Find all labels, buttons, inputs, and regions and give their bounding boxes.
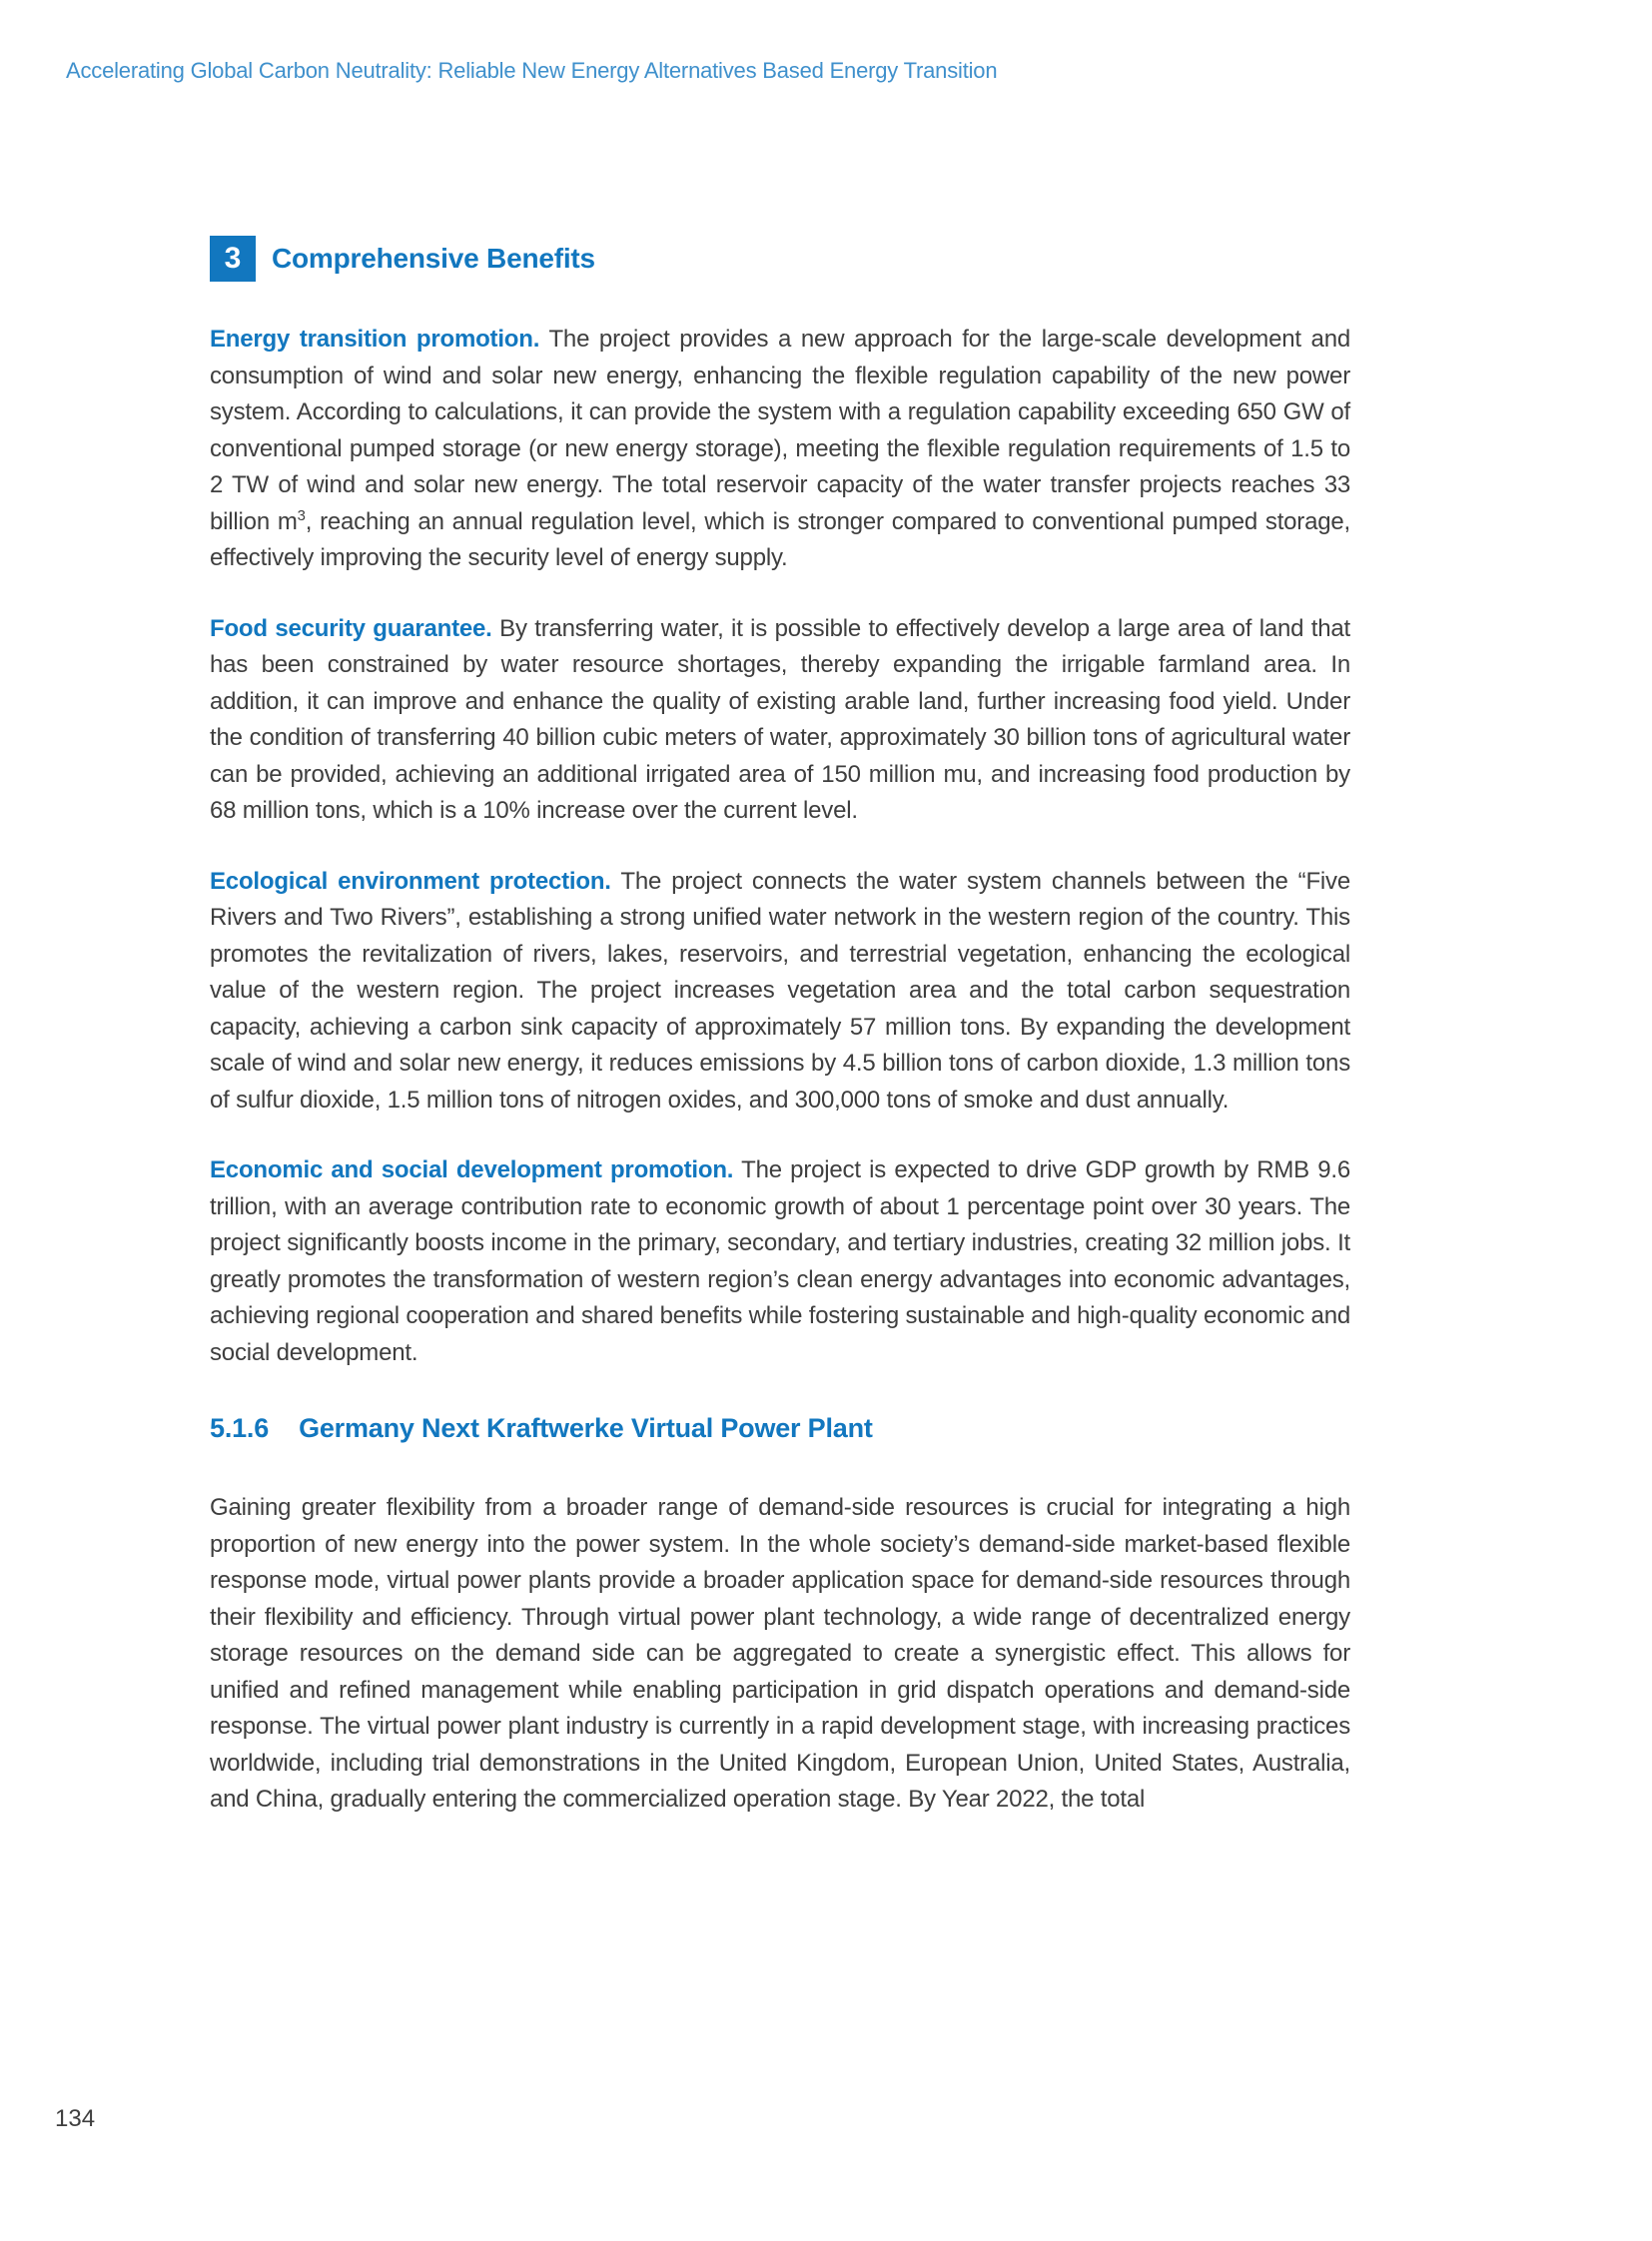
section-title: Comprehensive Benefits <box>272 243 595 274</box>
page-number: 134 <box>55 2105 96 2132</box>
running-header: Accelerating Global Carbon Neutrality: Reliable New Energy Alternatives Based Energy Transition <box>66 58 998 83</box>
subsection-heading <box>210 1413 1350 1444</box>
subsection-number: 5.1.6 <box>210 1413 270 1443</box>
paragraph-ecological-environment <box>210 864 1350 1120</box>
page-content <box>210 0 1350 1853</box>
paragraph-text: The project is expected to drive GDP growth by RMB 9.6 trillion, with an average contribution rate to economic growth of about 1 percentage point over 30 years. The project significantly boosts income in the primary, secondary, and tertiary industries, creating 32 million jobs. It greatly promotes the transformation of western region’s clean energy advantages into economic advantages, achieving regional cooperation and shared benefits while fostering sustainable and high-quality economic and social development. <box>210 1156 1350 1366</box>
paragraph-lead: Ecological environment protection. <box>210 867 611 895</box>
paragraph-food-security <box>210 611 1350 830</box>
paragraph-text: The project provides a new approach for the large-scale development and consumption of wind and solar new energy, enhancing the flexible regulation capability of the new power system. According to calculations, it can provide the system with a regulation capability exceeding 650 GW of conventional pumped storage (or new energy storage), meeting the flexible regulation requirements of 1.5 to 2 TW of wind and solar new energy. The total reservoir capacity of the water transfer projects reaches 33 billion m <box>210 326 1350 535</box>
paragraph-virtual-power-plant <box>210 1490 1350 1819</box>
paragraph-economic-social <box>210 1152 1350 1371</box>
superscript: 3 <box>297 507 306 524</box>
section-heading <box>210 236 1350 282</box>
section-number-badge: 3 <box>210 236 256 282</box>
subsection-title: Germany Next Kraftwerke Virtual Power Plant <box>299 1413 873 1443</box>
paragraph-text: The project connects the water system channels between the “Five Rivers and Two Rivers”, establishing a strong unified water network in the western region of the country. This promotes the revitalization of rivers, lakes, reservoirs, and terrestrial vegetation, enhancing the ecological value of the western region. The project increases vegetation area and the total carbon sequestration capacity, achieving a carbon sink capacity of approximately 57 million tons. By expanding the development scale of wind and solar new energy, it reduces emissions by 4.5 billion tons of carbon dioxide, 1.3 million tons of sulfur dioxide, 1.5 million tons of nitrogen oxides, and 300,000 tons of smoke and dust annually. <box>210 867 1350 1114</box>
paragraph-text: By transferring water, it is possible to effectively develop a large area of land that has been constrained by water resource shortages, thereby expanding the irrigable farmland area. In addition, it can improve and enhance the quality of existing arable land, further increasing food yield. Under the condition of transferring 40 billion cubic meters of water, approximately 30 billion tons of agricultural water can be provided, achieving an additional irrigated area of 150 million mu, and increasing food production by 68 million tons, which is a 10% increase over the current level. <box>210 614 1350 824</box>
paragraph-lead: Economic and social development promotion. <box>210 1156 734 1183</box>
paragraph-energy-transition <box>210 322 1350 577</box>
paragraph-text: , reaching an annual regulation level, which is stronger compared to conventional pumped storage, effectively improving the security level of energy supply. <box>210 507 1351 571</box>
paragraph-lead: Food security guarantee. <box>210 614 492 642</box>
paragraph-text: Gaining greater flexibility from a broader range of demand-side resources is crucial for integrating a high proportion of new energy into the power system. In the whole society’s demand-side market-based flexible response mode, virtual power plants provide a broader application space for demand-side resources through their flexibility and efficiency. Through virtual power plant technology, a wide range of decentralized energy storage resources on the demand side can be aggregated to create a synergistic effect. This allows for unified and refined management while enabling participation in grid dispatch operations and demand-side response. The virtual power plant industry is currently in a rapid development stage, with increasing practices worldwide, including trial demonstrations in the United Kingdom, European Union, United States, Australia, and China, gradually entering the commercialized operation stage. By Year 2022, the total <box>210 1494 1350 1813</box>
paragraph-lead: Energy transition promotion. <box>210 326 540 353</box>
